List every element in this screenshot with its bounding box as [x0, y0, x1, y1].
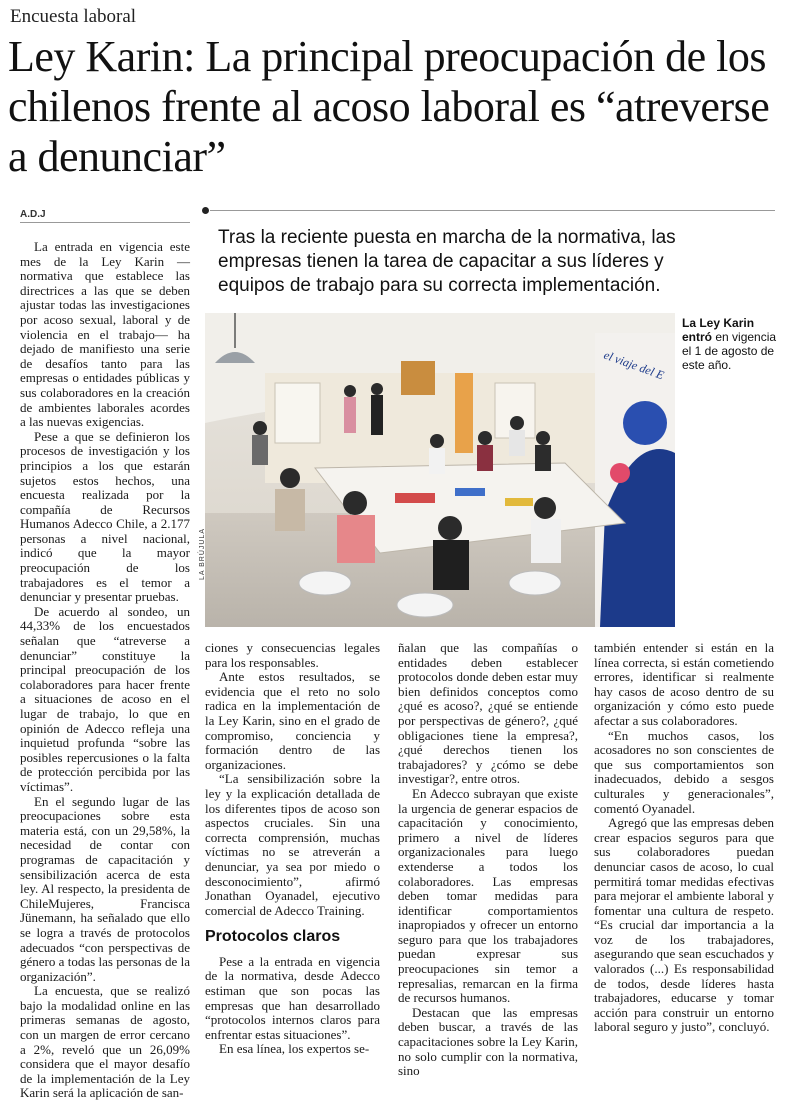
caption-bold: La Ley Karin entró: [682, 316, 755, 344]
paragraph: De acuerdo al sondeo, un 44,33% de los encuestados señalan que “atreverse a denunciar” constituye la principal preocupación de los colaboradores para hacer frente a situaciones de acoso en el lugar de trabajo, lo que en opinión de Adecco refleja una inquietud profunda “sobre las posibles repercusiones o la falta de protección percibida por las víctimas”.: [20, 603, 190, 794]
paragraph: ñalan que las compañías o entidades deben establecer protocolos donde deben estar muy bien definidos conceptos como ¿qué es acoso?, ¿qué se entiende por perspectivas de género?, ¿qué obligaciones tiene la empresa?, ¿qué derechos tienen los trabajadores? y ¿cómo se debe investigar?, entre otros.: [398, 640, 578, 787]
subheading: Protocolos claros: [205, 928, 341, 946]
paragraph: La encuesta, que se realizó bajo la modalidad online en las primeras semanas de agosto, con un margen de error cercano a 2%, reveló que un 26,09% considera que el mayor desafío de la implementación de la Ley Karin será la aplicación de san-: [20, 983, 190, 1101]
paragraph: también entender si están en la línea correcta, si están cometiendo errores, identificar si realmente hay casos de acoso dentro de su organización y cómo esto puede afectar a sus colaboradores.: [594, 640, 774, 728]
paragraph: Destacan que las empresas deben buscar, a través de las capacitaciones sobre la Ley Karin, no solo cumplir con la normativa, sino: [398, 1004, 578, 1079]
article-column-2: [205, 641, 380, 1057]
paragraph: ciones y consecuencias legales para los responsables.: [205, 640, 380, 670]
paragraph: Agregó que las empresas deben crear espacios seguros para que sus colaboradores puedan denunciar casos de acoso, lo cual permitirá tomar medidas efectivas para mejorar el ambiente laboral y fomentar una cultura de respeto. “Es crucial dar importancia a la voz de los trabajadores, asegurando que sean escuchados y valorados (...) Es responsabilidad de todos, desde líderes hasta trabajadores, educarse y tomar acción para construir un entorno laboral seguro y justo”, concluyó.: [594, 815, 774, 1035]
paragraph: En Adecco subrayan que existe la urgencia de generar espacios de capacitación y conocimiento, primero a nivel de líderes organizacionales para luego extenderse a todos los colaboradores. Las empresas deben tomar medidas para identificar comportamientos inapropiados y ofrecer un entorno seguro para que los trabajadores puedan expresar sus preocupaciones sin temor a represalias, remarcan en la firma de recursos humanos.: [398, 785, 578, 1006]
bullet-dot-icon: [202, 207, 209, 214]
photo-credit: LA BRÚJULA: [199, 527, 206, 580]
paragraph: En el segundo lugar de las preocupaciones sobre esta materia está, con un 29,58%, la necesidad de contar con programas de capacitación y sensibilización acerca de esta ley. Al respecto, la presidenta de ChileMujeres, Francisca Jünemann, ha señalado que ello se logra a través de protocolos adecuados “con perspectivas de género a todas las personas de la organización”.: [20, 793, 190, 984]
section-kicker: Encuesta laboral: [10, 6, 137, 27]
paragraph: En esa línea, los expertos se-: [219, 1041, 370, 1057]
byline: A.D.J: [20, 209, 46, 220]
article-column-1: [20, 240, 190, 1101]
paragraph: Ante estos resultados, se evidencia que el reto no solo radica en la implementación de la Ley Karin, sino en el grado de compromiso, conciencia y formación dentro de las organizaciones.: [205, 669, 380, 772]
photo-caption: [682, 316, 778, 372]
headline: Ley Karin: La principal preocupación de los chilenos frente al acoso laboral es “atreverse a denunciar”: [8, 32, 770, 181]
paragraph: Pese a la entrada en vigencia de la normativa, desde Adecco estiman que son pocas las empresas que han desarrollado “protocolos internos claros para enfrentar estas situaciones”.: [205, 953, 380, 1042]
lead-rule: [210, 210, 775, 211]
paragraph: “En muchos casos, los acosadores no son conscientes de que sus comportamientos son inadecuados, debido a sesgos culturales y generacionales”, comentó Oyanadel.: [594, 727, 774, 816]
paragraph: “La sensibilización sobre la ley y la explicación detallada de los diferentes tipos de acoso son aspectos cruciales. Sin una correcta comprensión, muchas víctimas no se atreverán a denunciar, ya sea por miedo o desconocimiento”, afirmó Jonathan Oyanadel, ejecutivo comercial de Adecco Training.: [205, 771, 380, 918]
article-photo: [205, 313, 675, 627]
byline-rule: [20, 222, 190, 223]
paragraph: Pese a que se definieron los procesos de investigación y los principios a los que estarán sujetos estos hechos, una encuesta realizada por la compañía de Recursos Humanos Adecco Chile, a 2.177 personas a nivel nacional, indicó que la mayor preocupación de los trabajadores es el temor a denunciar y presentar pruebas.: [20, 428, 190, 605]
article-column-4: [594, 641, 774, 1035]
mural-text: el viaje del E: [601, 347, 666, 383]
article-column-3: [398, 641, 578, 1079]
workshop-photo-illustration: [205, 313, 675, 627]
paragraph: La entrada en vigencia este mes de la Ley Karin —normativa que establece las directrices a las que se deben ajustar todas las investigaciones por acoso sexual, laboral y de violencia en el trabajo— ha dejado de manifiesto una serie de desafíos tanto para las empresas o entidades públicas y sus colaboradores en la creación de ambientes laborales acordes a las nuevas exigencias.: [20, 239, 190, 430]
lead-paragraph: Tras la reciente puesta en marcha de la normativa, las empresas tienen la tarea de capacitar a sus líderes y equipos de trabajo para su correcta implementación.: [218, 227, 676, 296]
caption-text: en vigencia el 1 de agosto de este año.: [682, 330, 777, 372]
